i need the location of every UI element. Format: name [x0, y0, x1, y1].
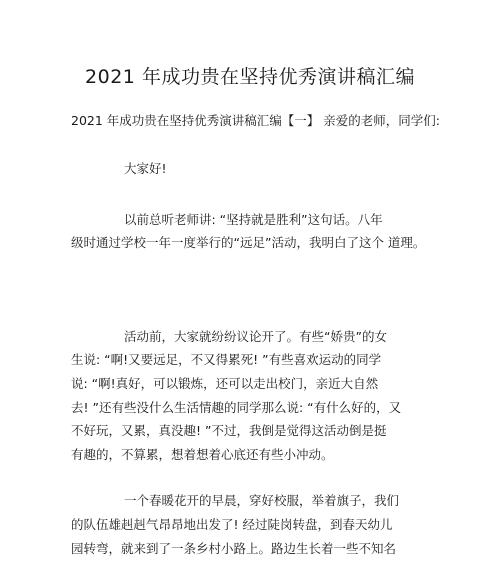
greeting-line: 大家好! [124, 161, 167, 176]
paragraph-line: 不好玩，又累，真没趣! ”不过，我倒是觉得这活动倒是挺 [71, 423, 387, 438]
paragraph-line: 以前总听老师讲: “坚持就是胜利”这句话。八年 [124, 212, 383, 227]
paragraph-line: 有趣的，不算累，想着想着心底还有些小冲动。 [71, 447, 334, 462]
paragraph-line: 生说: “啊!又要远足，不又得累死! ”有些喜欢运动的同学 [71, 352, 382, 367]
paragraph-line: 活动前，大家就纷纷议论开了。有些“娇贵”的女 [124, 329, 387, 344]
paragraph-line: 一个春暖花开的早晨，穿好校服，举着旗子，我们 [124, 493, 400, 508]
paragraph-line: 去! ”还有些没什么生活情趣的同学那么说: “有什么好的，又 [71, 400, 402, 415]
paragraph-line: 级时通过学校一年一度举行的“远足”活动，我明白了这个 道理。 [71, 235, 426, 250]
paragraph-line: 的队伍雄赳赳气昂昂地出发了! 经过陡岗转盘，到春天幼儿 [71, 517, 393, 532]
paragraph-line: 园转弯，就来到了一条乡村小路上。路边生长着一些不知名 [71, 541, 397, 556]
intro-line: 2021 年成功贵在坚持优秀演讲稿汇编【一】 亲爱的老师，同学们: [71, 113, 440, 128]
document-title: 2021 年成功贵在坚持优秀演讲稿汇编 [85, 66, 415, 88]
paragraph-line: 说: “啊!真好，可以锻炼，还可以走出校门，亲近大自然 [71, 376, 379, 391]
